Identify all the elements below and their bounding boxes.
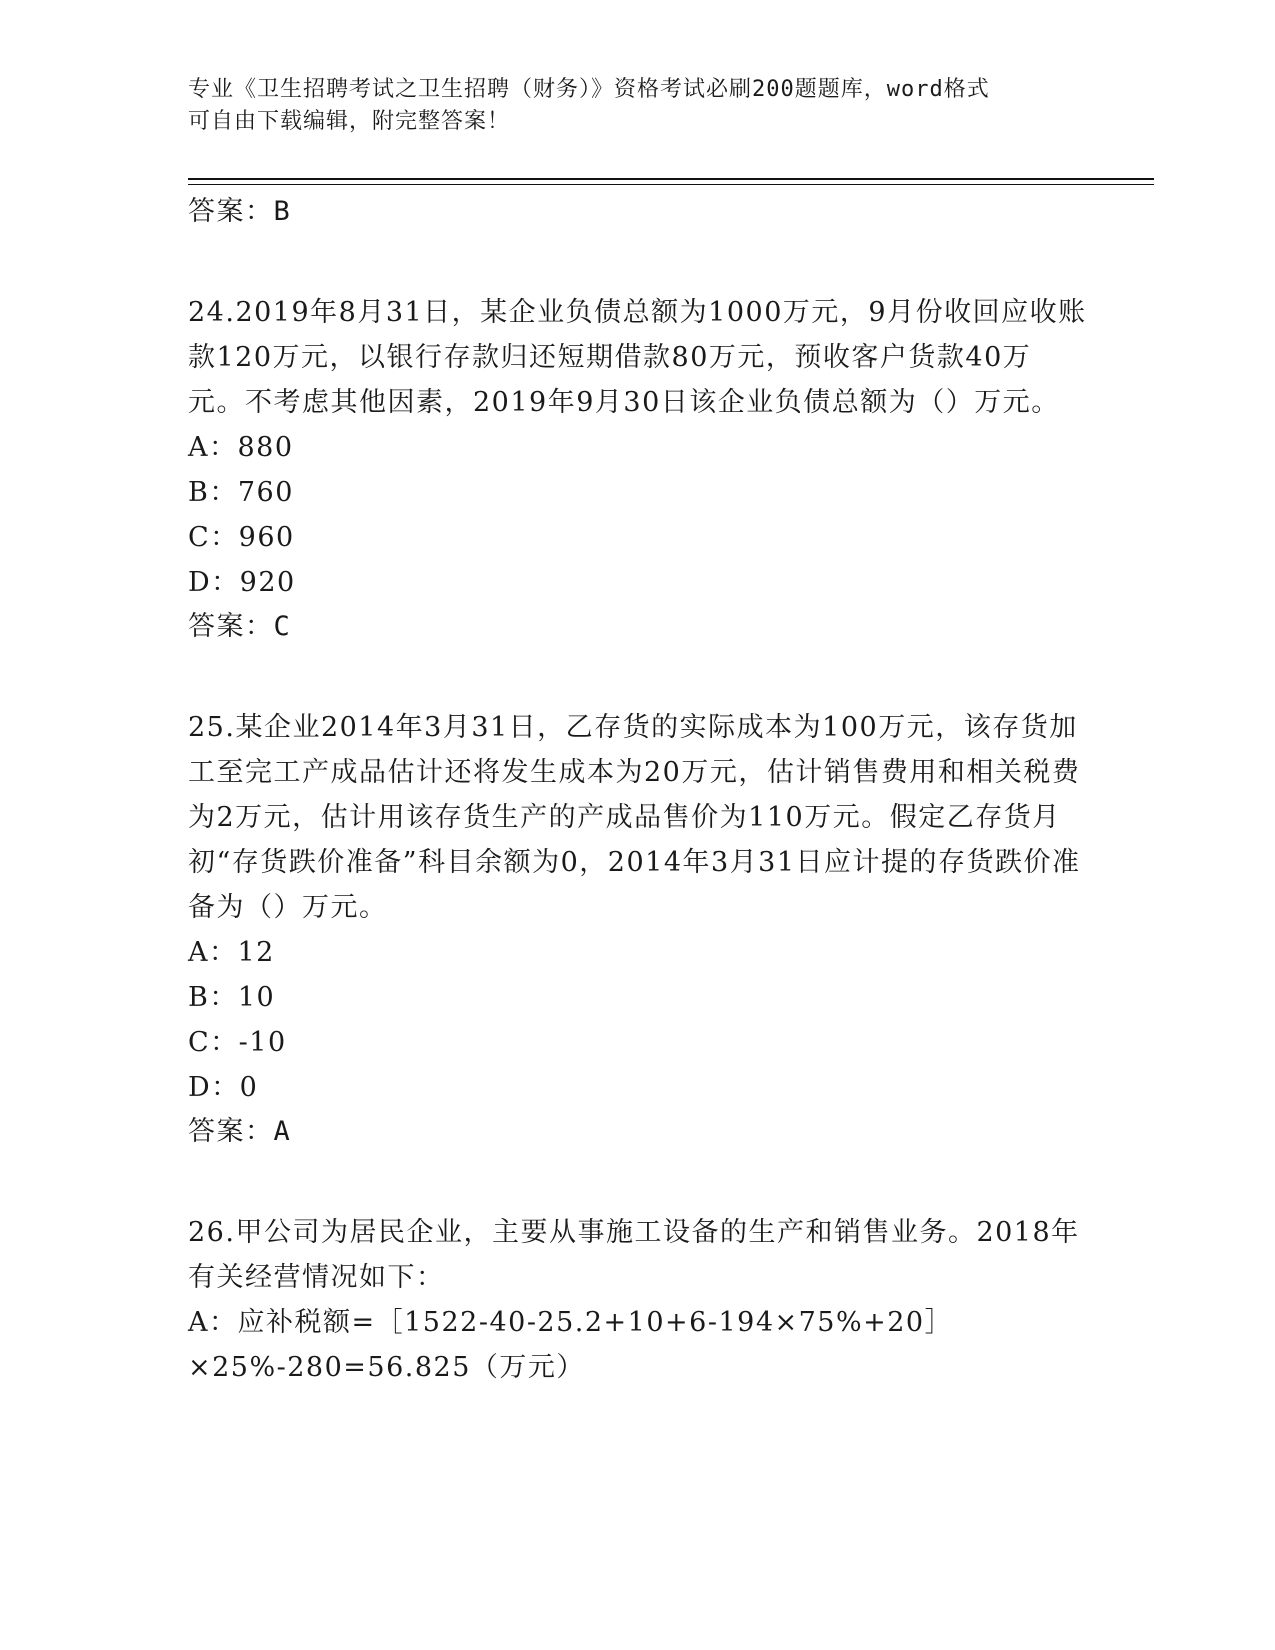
option-b: B：760 <box>188 477 294 508</box>
question-answer: 答案：A <box>188 1116 292 1147</box>
header-line-2: 可自由下载编辑，附完整答案！ <box>188 109 511 134</box>
spacer <box>188 1154 1088 1210</box>
option-d: D：0 <box>188 1072 259 1103</box>
option-a: A：880 <box>188 432 294 463</box>
question-25 <box>188 705 1088 1154</box>
document-body <box>188 190 1088 1390</box>
option-c: C：960 <box>188 522 295 553</box>
option-b: B：10 <box>188 982 276 1013</box>
question-answer: 答案：C <box>188 611 292 642</box>
page-header <box>188 74 1088 138</box>
option-a: A：12 <box>188 937 275 968</box>
spacer <box>188 234 1088 290</box>
header-divider-thin <box>188 184 1154 185</box>
spacer <box>188 649 1088 705</box>
header-line-1: 专业《卫生招聘考试之卫生招聘（财务）》资格考试必刷200题题库，word格式 <box>188 77 990 102</box>
previous-answer: 答案：B <box>188 196 292 227</box>
option-c: C：-10 <box>188 1027 287 1058</box>
option-a: A：应补税额=［1522-40-25.2+10+6-194×75%+20］×25%-280=56.825（万元） <box>188 1307 954 1383</box>
question-26 <box>188 1210 1088 1390</box>
question-stem: 25.某企业2014年3月31日，乙存货的实际成本为100万元，该存货加工至完工产成品估计还将发生成本为20万元，估计销售费用和相关税费为2万元，估计用该存货生产的产成品售价为110万元。假定乙存货月初“存货跌价准备”科目余额为0，2014年3月31日应计提的存货跌价准备为（）万元。 <box>188 712 1081 923</box>
question-stem: 26.甲公司为居民企业，主要从事施工设备的生产和销售业务。2018年有关经营情况如下： <box>188 1217 1080 1293</box>
question-stem: 24.2019年8月31日，某企业负债总额为1000万元，9月份收回应收账款120万元，以银行存款归还短期借款80万元，预收客户货款40万元。不考虑其他因素，2019年9月30日该企业负债总额为（）万元。 <box>188 297 1087 418</box>
question-24 <box>188 290 1088 649</box>
header-divider-thick <box>188 178 1154 180</box>
option-d: D：920 <box>188 567 296 598</box>
